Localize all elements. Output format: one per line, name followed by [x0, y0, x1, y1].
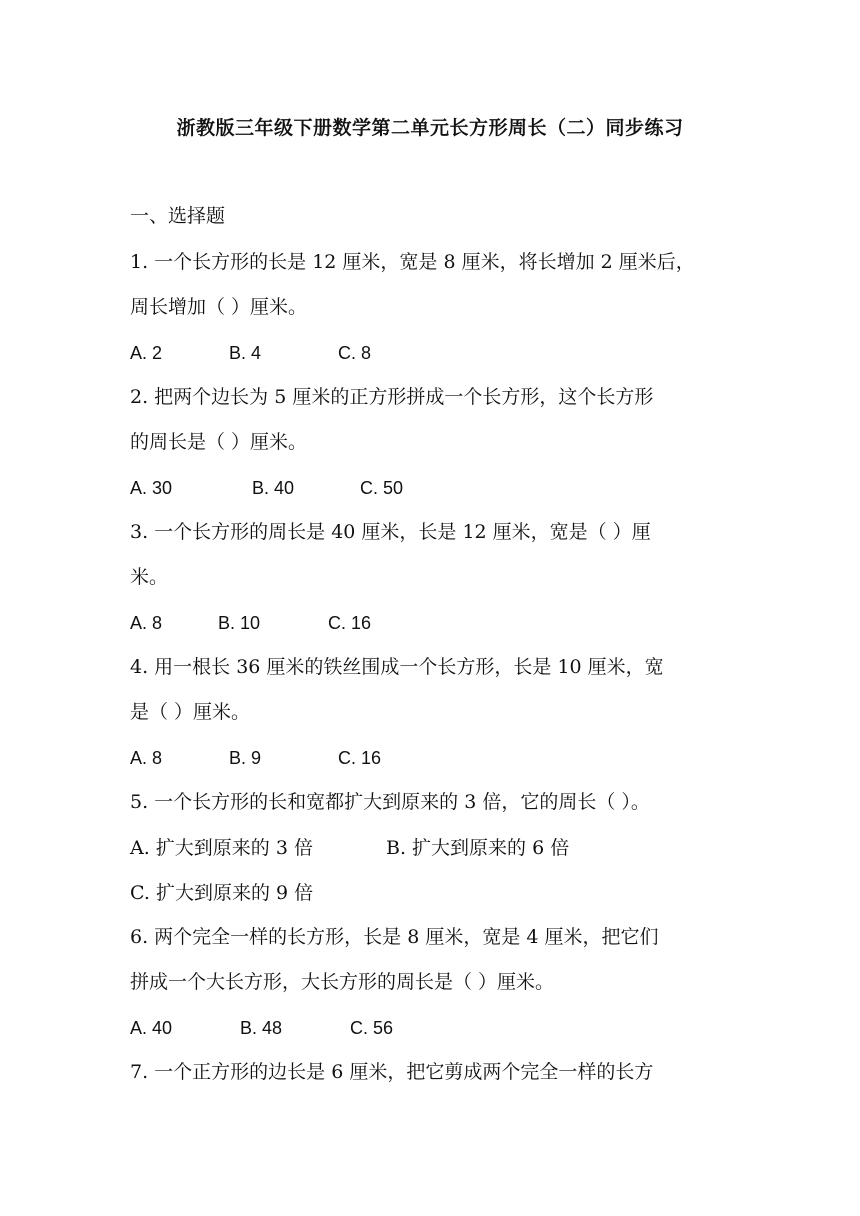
question-2-option-c: C. 50 [360, 478, 404, 498]
question-3-line-2: 米。 [130, 566, 169, 588]
question-6-option-b: B. 48 [240, 1018, 283, 1038]
question-3-option-c: C. 16 [328, 613, 372, 633]
question-1-option-b: B. 4 [229, 343, 262, 363]
question-1-line-1: 1. 一个长方形的长是 12 厘米，宽是 8 厘米，将长增加 2 厘米后， [130, 251, 695, 273]
question-2-line-2: 的周长是（ ）厘米。 [130, 431, 308, 453]
question-6-line-2: 拼成一个大长方形，大长方形的周长是（ ）厘米。 [130, 971, 555, 993]
question-1-option-a: A. 2 [130, 343, 163, 363]
question-4-option-c: C. 16 [338, 748, 382, 768]
question-1-option-c: C. 8 [338, 343, 372, 363]
question-5-option-a: A. 扩大到原来的 3 倍 [130, 837, 313, 859]
question-2-option-b: B. 40 [252, 478, 295, 498]
question-4-line-1: 4. 用一根长 36 厘米的铁丝围成一个长方形，长是 10 厘米，宽 [130, 656, 664, 678]
question-1-line-2: 周长增加（ ）厘米。 [130, 296, 308, 318]
question-5-option-b: B. 扩大到原来的 6 倍 [386, 837, 570, 859]
question-6-option-c: C. 56 [350, 1018, 394, 1038]
question-6-line-1: 6. 两个完全一样的长方形，长是 8 厘米，宽是 4 厘米，把它们 [130, 926, 659, 948]
question-6-option-a: A. 40 [130, 1018, 173, 1038]
question-4-option-b: B. 9 [229, 748, 262, 768]
question-2-option-a: A. 30 [130, 478, 173, 498]
question-5-option-c: C. 扩大到原来的 9 倍 [130, 882, 314, 904]
question-2-line-1: 2. 把两个边长为 5 厘米的正方形拼成一个长方形，这个长方形 [130, 386, 654, 408]
question-7-line-1: 7. 一个正方形的边长是 6 厘米，把它剪成两个完全一样的长方 [130, 1061, 654, 1083]
question-3-option-a: A. 8 [130, 613, 163, 633]
section-heading: 一、选择题 [130, 205, 226, 227]
document-title: 浙教版三年级下册数学第二单元长方形周长（二）同步练习 [176, 117, 684, 139]
question-4-line-2: 是（ ）厘米。 [130, 701, 251, 723]
question-5-line-1: 5. 一个长方形的长和宽都扩大到原来的 3 倍，它的周长（ ）。 [130, 791, 650, 813]
question-3-line-1: 3. 一个长方形的周长是 40 厘米，长是 12 厘米，宽是（ ）厘 [130, 521, 651, 543]
question-3-option-b: B. 10 [218, 613, 261, 633]
question-4-option-a: A. 8 [130, 748, 163, 768]
